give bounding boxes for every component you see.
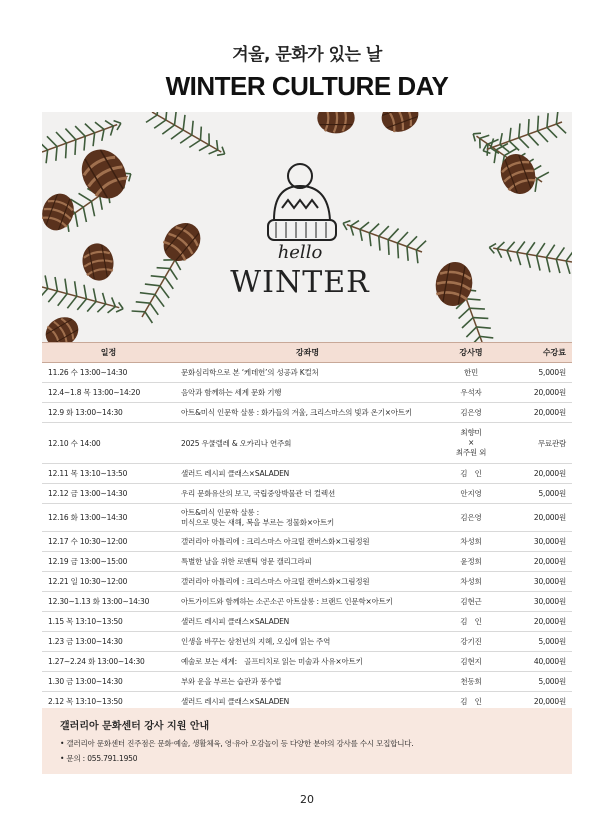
cell-date: 1.15 목 13:10~13:50 — [42, 612, 175, 632]
cell-instructor: 김은영 — [440, 504, 502, 532]
cell-instructor: 김 인 — [440, 612, 502, 632]
cell-date: 2.12 목 13:10~13:50 — [42, 692, 175, 712]
page-header — [0, 40, 614, 102]
cell-title: 아트가이드와 함께하는 소곤소곤 아트살롱 : 브랜드 인문학×아트키 — [175, 592, 440, 612]
table-row — [42, 552, 572, 572]
schedule-table — [42, 342, 572, 712]
header-instructor: 강사명 — [440, 343, 502, 363]
cell-title — [175, 504, 440, 532]
cell-date: 12.19 금 13:00~15:00 — [42, 552, 175, 572]
cell-date: 12.4~1.8 목 13:00~14:20 — [42, 383, 175, 403]
instructor-line: 최향미 — [460, 428, 482, 437]
cell-title: 2025 우쿨렐레 & 오카리나 연주회 — [175, 423, 440, 464]
cell-date: 12.21 일 10:30~12:00 — [42, 572, 175, 592]
cell-instructor: 김 인 — [440, 692, 502, 712]
cell-title: 갤러리아 아틀리에 : 크리스마스 아크릴 캔버스화×그림정원 — [175, 572, 440, 592]
cell-fee: 20,000원 — [502, 504, 572, 532]
cell-instructor: 김현지 — [440, 652, 502, 672]
cell-instructor: 차성희 — [440, 572, 502, 592]
table-header-row — [42, 343, 572, 363]
table-row — [42, 592, 572, 612]
table-row — [42, 403, 572, 423]
cell-fee: 5,000원 — [502, 632, 572, 652]
instructor-line: 최주원 외 — [455, 448, 487, 457]
cell-title: 문화심리학으로 본 ‘케데헌’의 성공과 K컬처 — [175, 363, 440, 383]
cell-instructor: 안지영 — [440, 484, 502, 504]
table-row — [42, 383, 572, 403]
table-row — [42, 504, 572, 532]
cell-fee: 20,000원 — [502, 612, 572, 632]
cell-title: 음악과 함께하는 세계 문화 기행 — [175, 383, 440, 403]
notice-line: • 갤러리아 문화센터 진주점은 문화·예술, 생활체육, 영·유아 오감놀이 등 다양한 분야의 강사를 수시 모집합니다. — [60, 739, 414, 748]
cell-date: 12.16 화 13:00~14:30 — [42, 504, 175, 532]
cell-title: 샐러드 레시피 클래스×SALADEN — [175, 692, 440, 712]
table-row — [42, 532, 572, 552]
cell-title: 예술로 보는 세계: 골프티치로 읽는 미술과 사유×아트키 — [175, 652, 440, 672]
page-number: 20 — [300, 793, 314, 806]
cell-instructor: 윤정희 — [440, 552, 502, 572]
cell-instructor — [440, 423, 502, 464]
cell-date: 12.17 수 10:30~12:00 — [42, 532, 175, 552]
cell-fee: 5,000원 — [502, 484, 572, 504]
cell-fee: 20,000원 — [502, 692, 572, 712]
cell-fee: 20,000원 — [502, 464, 572, 484]
title-line: 미식으로 맞는 새해, 복을 부르는 정물화×아트키 — [181, 517, 335, 527]
cell-date: 11.26 수 13:00~14:30 — [42, 363, 175, 383]
notice-contact: • 문의 : 055.791.1950 — [60, 754, 138, 763]
cell-fee: 5,000원 — [502, 363, 572, 383]
cell-instructor: 김은영 — [440, 403, 502, 423]
page-subtitle: 겨울, 문화가 있는 날 — [232, 45, 382, 65]
table-row — [42, 423, 572, 464]
hero-winter-text: WINTER — [230, 265, 370, 300]
cell-date: 12.10 수 14:00 — [42, 423, 175, 464]
instructor-line: × — [467, 438, 475, 447]
cell-title: 부와 운을 부르는 습관과 풍수법 — [175, 672, 440, 692]
cell-fee: 20,000원 — [502, 552, 572, 572]
header-date: 일정 — [42, 343, 175, 363]
cell-fee: 30,000원 — [502, 572, 572, 592]
table-row — [42, 612, 572, 632]
cell-instructor: 김 인 — [440, 464, 502, 484]
cell-fee: 40,000원 — [502, 652, 572, 672]
table-row — [42, 652, 572, 672]
cell-fee: 20,000원 — [502, 403, 572, 423]
cell-title: 샐러드 레시피 클래스×SALADEN — [175, 464, 440, 484]
header-title: 강좌명 — [175, 343, 440, 363]
cell-fee: 20,000원 — [502, 383, 572, 403]
cell-instructor: 김현근 — [440, 592, 502, 612]
cell-instructor: 강기진 — [440, 632, 502, 652]
header-fee: 수강료 — [502, 343, 572, 363]
cell-date: 12.9 화 13:00~14:30 — [42, 403, 175, 423]
hero-image — [42, 112, 572, 342]
cell-instructor: 한민 — [440, 363, 502, 383]
cell-date: 12.11 목 13:10~13:50 — [42, 464, 175, 484]
cell-instructor: 차성희 — [440, 532, 502, 552]
table-row — [42, 572, 572, 592]
cell-title: 특별한 날을 위한 로맨틱 영문 캘리그라피 — [175, 552, 440, 572]
instructor-recruit-notice — [42, 708, 572, 774]
cell-title: 인생을 바꾸는 삼천년의 지혜, 오십에 읽는 주역 — [175, 632, 440, 652]
cell-fee: 30,000원 — [502, 592, 572, 612]
table-row — [42, 484, 572, 504]
cell-title: 아트&미식 인문학 살롱 : 화가들의 겨울, 크리스마스의 빛과 온기×아트키 — [175, 403, 440, 423]
cell-instructor: 천동희 — [440, 672, 502, 692]
page-title: WINTER CULTURE DAY — [165, 71, 449, 101]
title-line: 아트&미식 인문학 살롱 : — [181, 507, 259, 517]
cell-date: 1.30 금 13:00~14:30 — [42, 672, 175, 692]
cell-date: 12.12 금 13:00~14:30 — [42, 484, 175, 504]
cell-title: 샐러드 레시피 클래스×SALADEN — [175, 612, 440, 632]
table-row — [42, 464, 572, 484]
cell-date: 1.27~2.24 화 13:00~14:30 — [42, 652, 175, 672]
table-row — [42, 632, 572, 652]
cell-title: 갤러리아 아틀리에 : 크리스마스 아크릴 캔버스화×그림정원 — [175, 532, 440, 552]
cell-instructor: 우석자 — [440, 383, 502, 403]
notice-title: 갤러리아 문화센터 강사 지원 안내 — [60, 721, 210, 732]
cell-fee: 30,000원 — [502, 532, 572, 552]
cell-fee: 무료관람 — [502, 423, 572, 464]
cell-date: 1.23 금 13:00~14:30 — [42, 632, 175, 652]
table-row — [42, 672, 572, 692]
table-row — [42, 363, 572, 383]
hero-hello-text: hello — [277, 242, 323, 263]
cell-title: 우리 문화유산의 보고, 국립중앙박물관 더 컬렉션 — [175, 484, 440, 504]
cell-date: 12.30~1.13 화 13:00~14:30 — [42, 592, 175, 612]
cell-fee: 5,000원 — [502, 672, 572, 692]
